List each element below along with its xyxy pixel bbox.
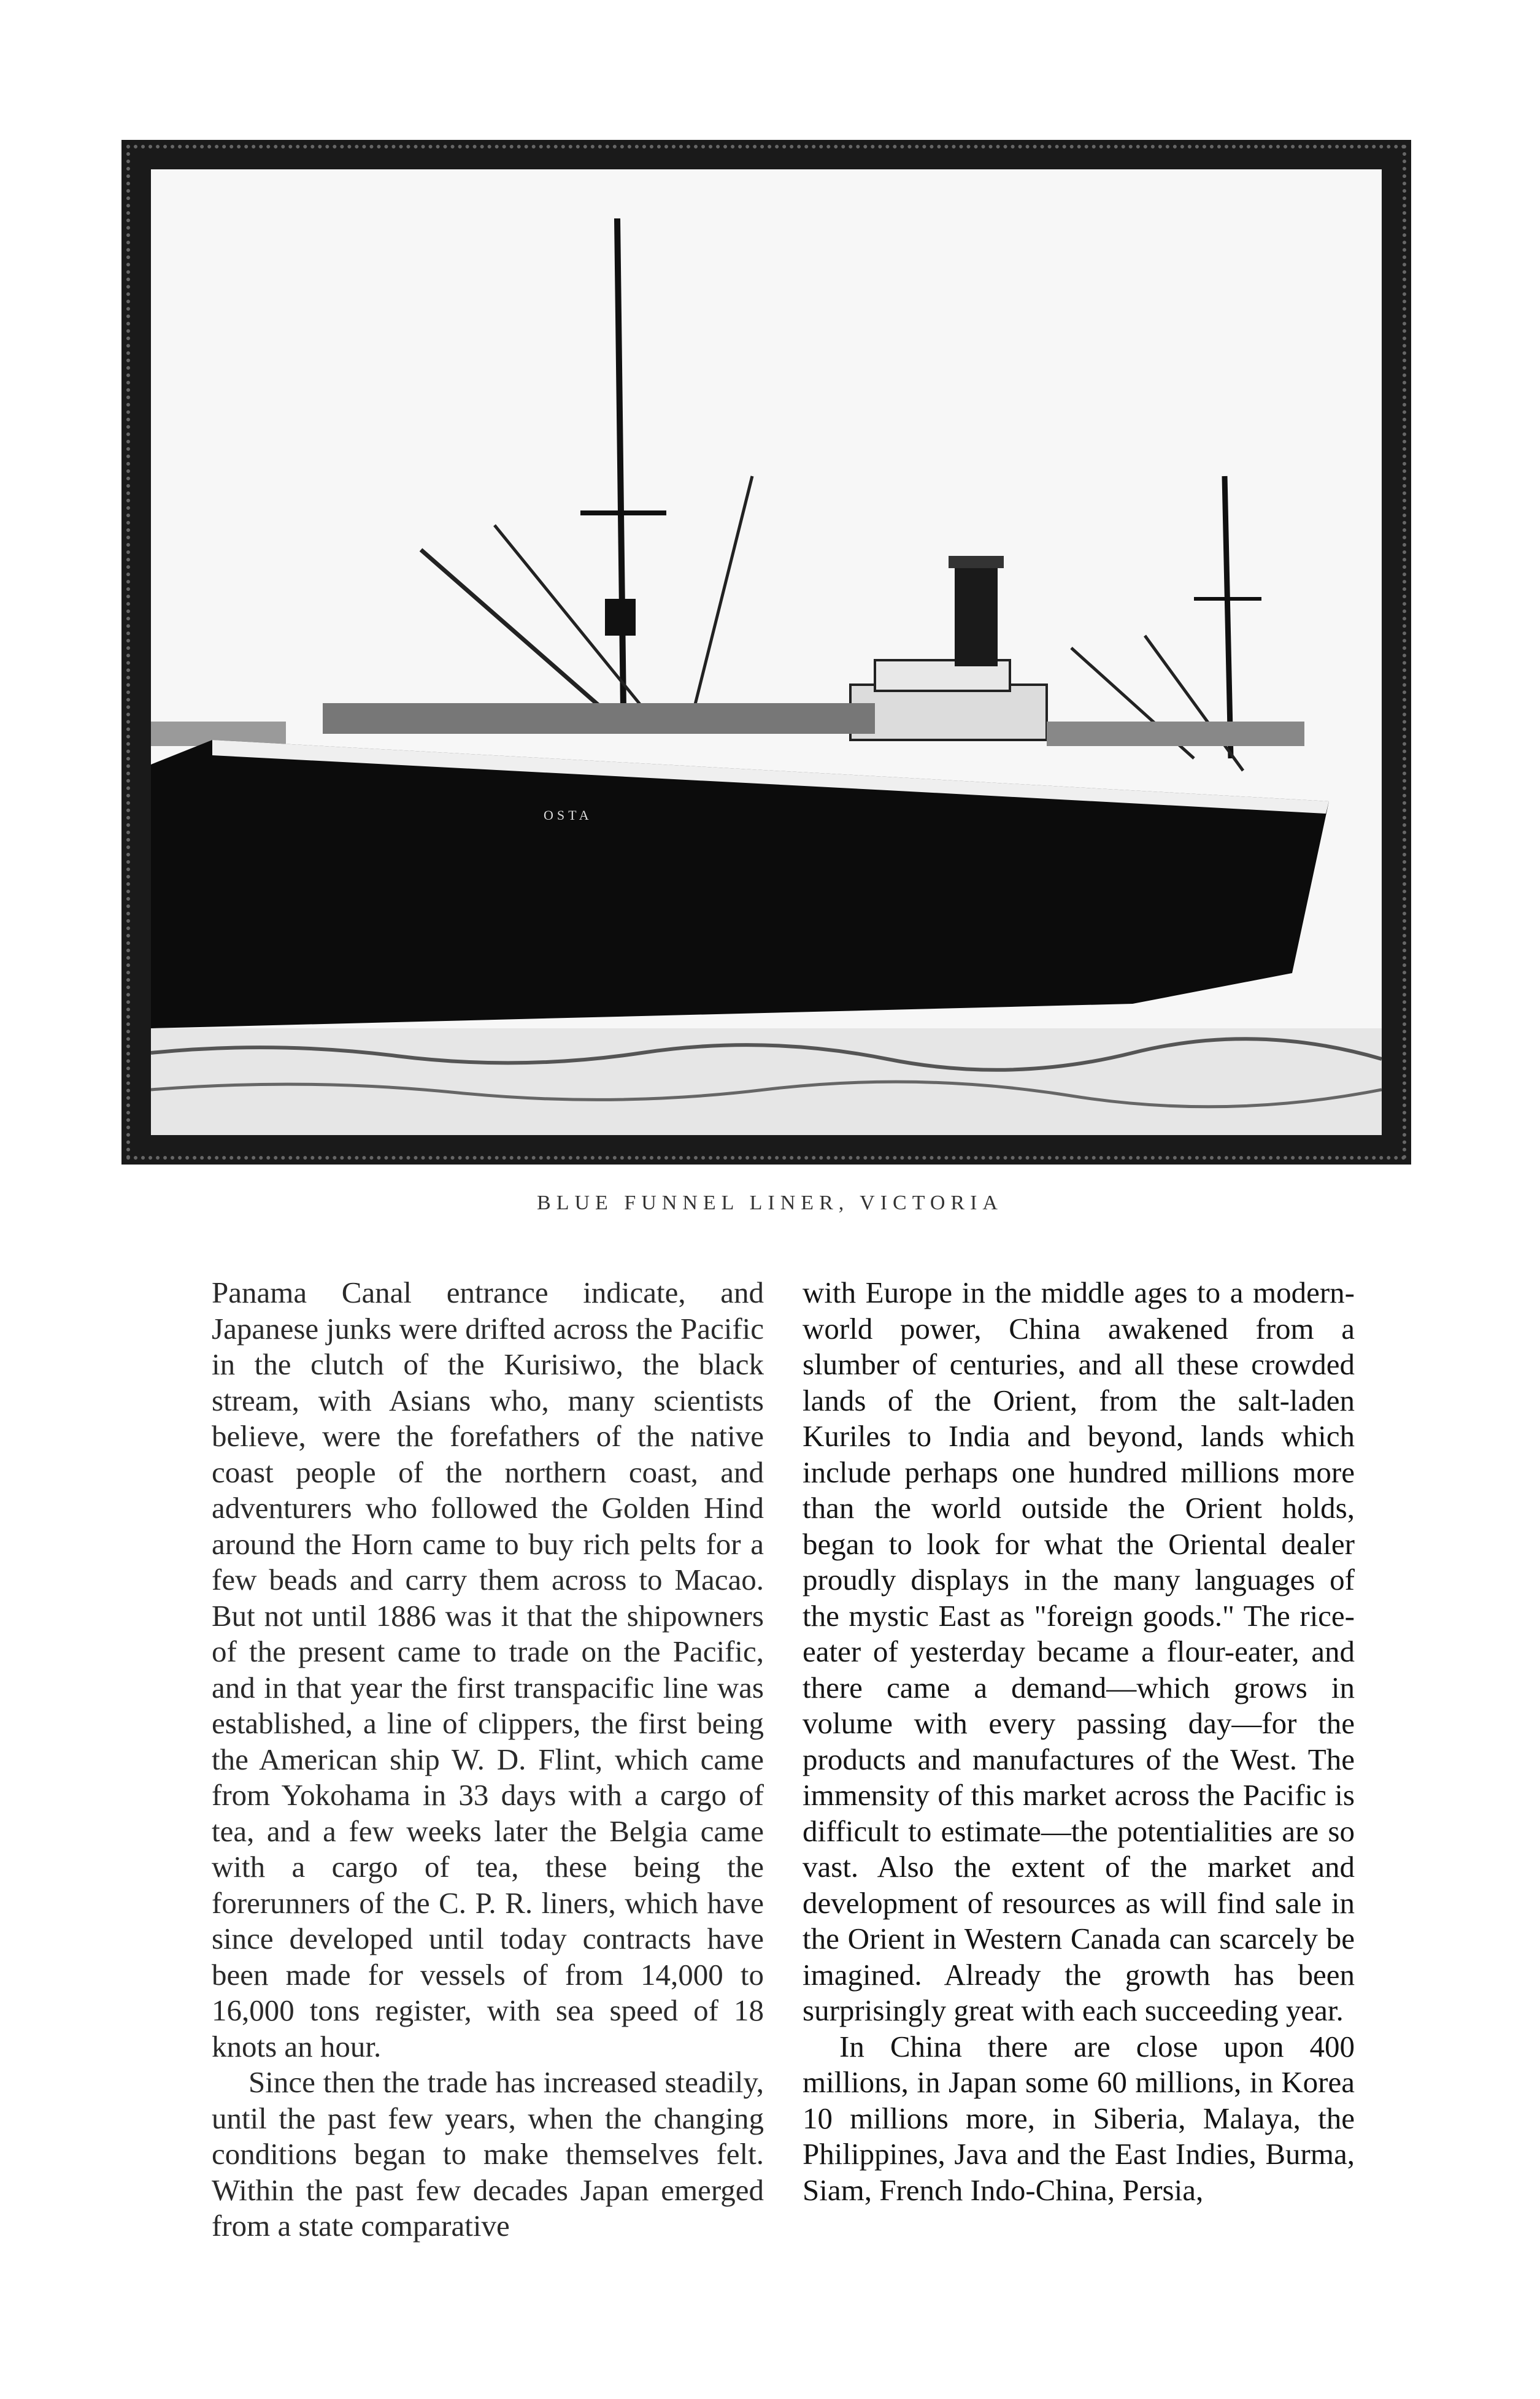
paragraph: with Europe in the middle ages to a modern-world power, China awakened from a slumber of centuries, and all these crowded lands of the Orient, from the salt-laden Kuriles to India and beyond, lands which include perhaps one hundred millions more than the world outside the Orient holds, began to look for what the Oriental dealer proudly displays in the many languages of the mystic East as "foreign goods." The rice-eater of yesterday became a flour-eater, and there came a demand—which grows in volume with every passing day—for the products and manufactures of the West. The immensity of this market across the Pacific is difficult to estimate—the potentialities are so vast. Also the extent of the market and development of resources as will find sale in the Orient in Western Canada can scarcely be imagined. Already the growth has been surprisingly great with each succeeding year. xyxy=(803,1276,1355,2027)
deck-cargo xyxy=(323,703,875,734)
photo-frame xyxy=(121,140,1411,1165)
funnel xyxy=(955,562,998,666)
bridge-deck xyxy=(850,685,1047,740)
aft-deck xyxy=(1047,722,1304,746)
photo-caption: BLUE FUNNEL LINER, VICTORIA xyxy=(537,1192,1003,1214)
paragraph: Panama Canal entrance indicate, and Japanese junks were drifted across the Pacific in the clutch of the Kurisiwo, the black stream, with Asians who, many scientists believe, were the forefathers of the native coast people of the northern coast, and adventurers who followed the Golden Hind around the Horn came to buy rich pelts for a few beads and carry them across to Macao. But not until 1886 was it that the shipowners of the present came to trade on the Pacific, and in that year the first transpacific line was established, a line of clippers, the first being the American ship W. D. Flint, which came from Yokohama in 33 days with a cargo of tea, and a few weeks later the Belgia came with a cargo of tea, these being the forerunners of the C. P. R. liners, which have since developed until today contracts have been made for vessels of from 14,000 to 16,000 tons register, with sea speed of 18 knots an hour. xyxy=(212,1276,764,2063)
paragraph: In China there are close upon 400 millions, in Japan some 60 millions, in Korea 10 millions more, in Siberia, Malaya, the Philippines, Java and the East Indies, Burma, Siam, French Indo-China, Persia, xyxy=(803,2029,1355,2207)
text-column-right xyxy=(803,1275,1355,2208)
house-flag xyxy=(605,599,636,636)
ship-illustration xyxy=(151,169,1382,1135)
paragraph: Since then the trade has increased steadily, until the past few years, when the changing conditions began to make themselves felt. Within the past few decades Japan emerged from a state comparative xyxy=(212,2065,764,2243)
text-column-left xyxy=(212,1275,764,2244)
hull-name: OSTA xyxy=(544,807,593,823)
ship-photograph xyxy=(151,169,1382,1135)
funnel-cap xyxy=(949,556,1004,568)
